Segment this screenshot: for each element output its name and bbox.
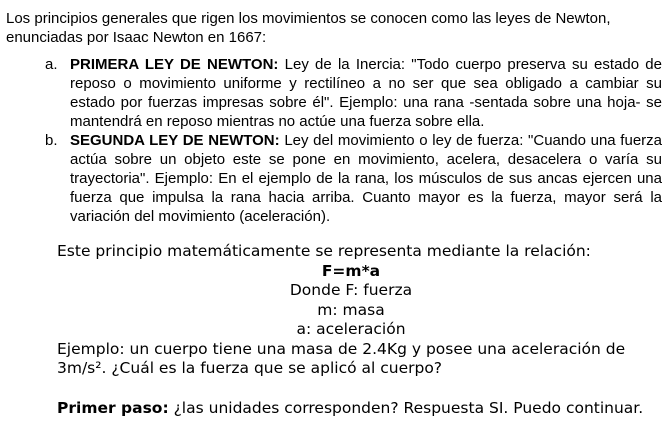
law-title: SEGUNDA LEY DE NEWTON: <box>70 132 280 149</box>
formula-section <box>57 242 657 418</box>
list-item-first-law <box>45 55 662 131</box>
formula-legend-mass: m: masa <box>317 300 385 319</box>
formula: F=m*a <box>321 261 381 280</box>
first-step <box>57 399 657 419</box>
example-text: Ejemplo: un cuerpo tiene una masa de 2.4Kg y posee una aceleración de 3m/s². ¿Cuál es la fuerza que se aplicó al cuerpo? <box>57 339 626 377</box>
principle-text: Este principio matemáticamente se representa mediante la relación: <box>57 242 591 260</box>
law-text: Ley de la Inercia: "Todo cuerpo preserva su estado de reposo o movimiento uniforme y rectilíneo a no ser que sea obligado a cambiar su estado por fuerzas impresas sobre él". Ejemplo: una rana -sentada sobre una hoja- se mantendrá en reposo mientras no actúe una fuerza sobre ella. <box>70 56 662 130</box>
step-label: Primer paso: <box>57 398 169 417</box>
step-text: ¿las unidades corresponden? Respuesta SI. Puedo continuar. <box>168 398 644 417</box>
list-marker: b. <box>45 132 58 149</box>
law-title: PRIMERA LEY DE NEWTON: <box>70 56 279 73</box>
intro-paragraph: Los principios generales que rigen los movimientos se conocen como las leyes de Newton, enunciadas por Isaac Newton en 1667: <box>6 10 611 46</box>
formula-legend-acceleration: a: aceleración <box>296 320 406 338</box>
newton-laws-list <box>45 55 662 226</box>
list-item-second-law <box>45 131 662 226</box>
formula-legend-force: Donde F: fuerza <box>289 281 413 299</box>
list-marker: a. <box>45 56 58 73</box>
law-text: Ley del movimiento o ley de fuerza: "Cuando una fuerza actúa sobre un objeto este se pone en movimiento, acelera, desacelera o varía su trayectoria". Ejemplo: En el ejemplo de la rana, los músculos de sus ancas ejercen una fuerza que impulsa la rana hacia arriba. Cuanto mayor es la fuerza, mayor será la variación del movimiento (aceleración). <box>70 132 662 225</box>
